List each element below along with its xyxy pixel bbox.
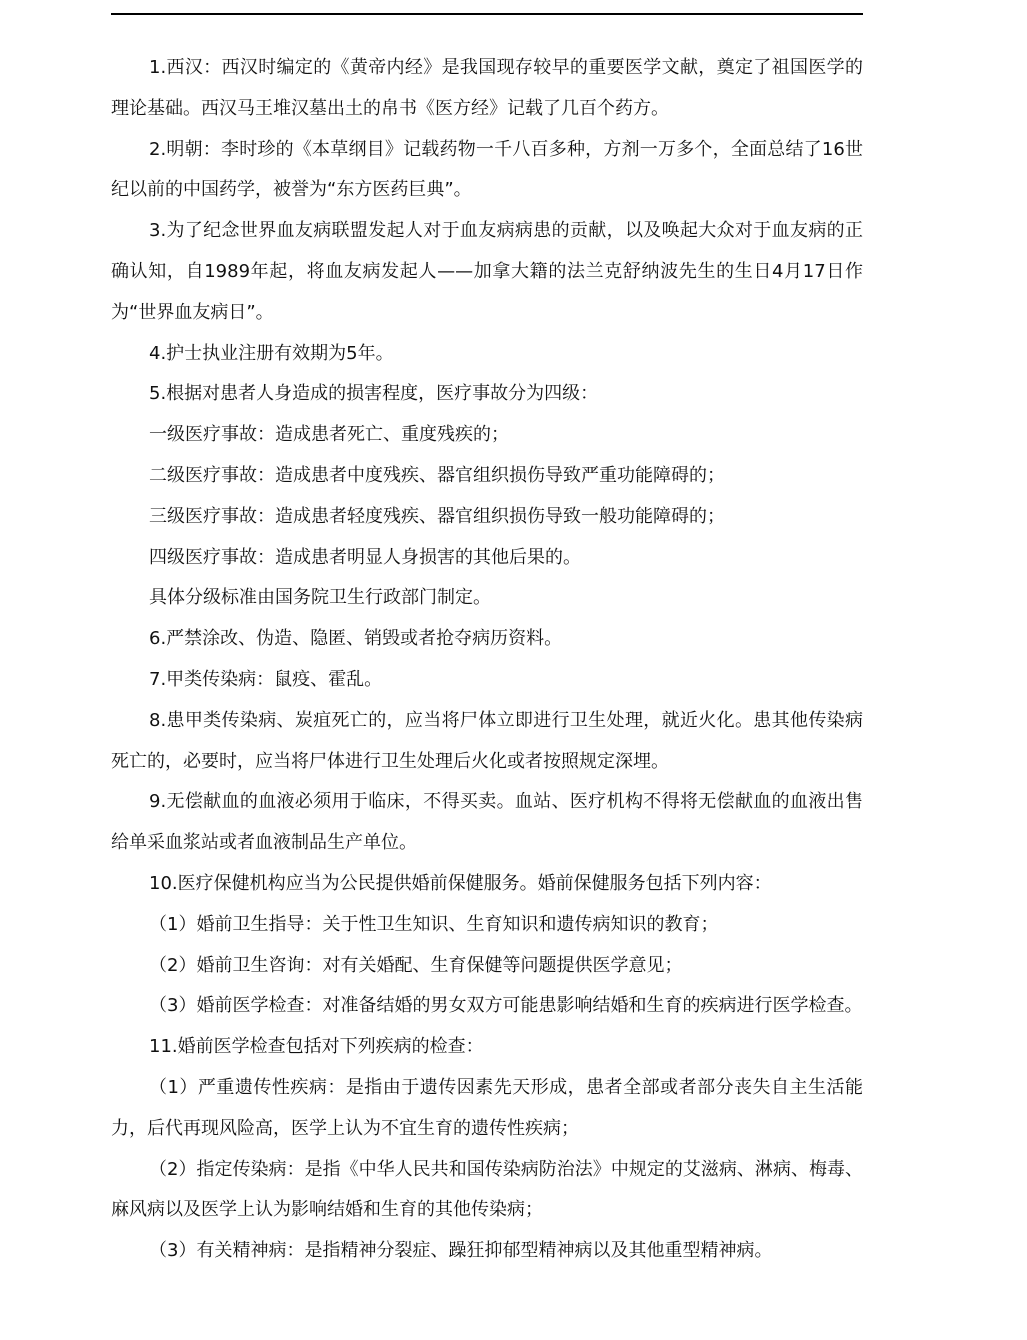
accident-level-1: 一级医疗事故：造成患者死亡、重度残疾的； — [149, 424, 509, 446]
premarital-item-1: （1）婚前卫生指导：关于性卫生知识、生育知识和遗传病知识的教育； — [149, 913, 719, 935]
paragraph-10: 10.医疗保健机构应当为公民提供婚前保健服务。婚前保健服务包括下列内容： — [149, 872, 772, 894]
premarital-item-2: （2）婚前卫生咨询：对有关婚配、生育保健等问题提供医学意见； — [149, 954, 683, 976]
document-body — [111, 48, 863, 1272]
accident-level-3: 三级医疗事故：造成患者轻度残疾、器官组织损伤导致一般功能障碍的； — [149, 505, 725, 527]
paragraph-11: 11.婚前医学检查包括对下列疾病的检查： — [149, 1036, 484, 1058]
accident-level-2: 二级医疗事故：造成患者中度残疾、器官组织损伤导致严重功能障碍的； — [149, 464, 725, 486]
exam-item-2: （2）指定传染病：是指《中华人民共和国传染病防治法》中规定的艾滋病、淋病、梅毒、麻风病以及医学上认为影响结婚和生育的其他传染病； — [111, 1158, 863, 1221]
accident-standard-note: 具体分级标准由国务院卫生行政部门制定。 — [149, 587, 491, 609]
exam-item-1: （1）严重遗传性疾病：是指由于遗传因素先天形成，患者全部或者部分丧失自主生活能力，后代再现风险高，医学上认为不宜生育的遗传性疾病； — [111, 1076, 863, 1139]
exam-item-3: （3）有关精神病：是指精神分裂症、躁狂抑郁型精神病以及其他重型精神病。 — [149, 1240, 773, 1262]
paragraph-3: 3.为了纪念世界血友病联盟发起人对于血友病病患的贡献，以及唤起大众对于血友病的正确认知，自1989年起，将血友病发起人——加拿大籍的法兰克舒纳波先生的生日4月17日作为“世界血友病日”。 — [111, 220, 863, 323]
paragraph-1: 1.西汉：西汉时编定的《黄帝内经》是我国现存较早的重要医学文献，奠定了祖国医学的理论基础。西汉马王堆汉墓出土的帛书《医方经》记载了几百个药方。 — [111, 57, 863, 119]
paragraph-9: 9.无偿献血的血液必须用于临床，不得买卖。血站、医疗机构不得将无偿献血的血液出售给单采血浆站或者血液制品生产单位。 — [111, 791, 863, 854]
paragraph-6: 6.严禁涂改、伪造、隐匿、销毁或者抢夺病历资料。 — [149, 628, 563, 650]
top-divider — [111, 13, 863, 15]
paragraph-2: 2.明朝：李时珍的《本草纲目》记载药物一千八百多种，方剂一万多个，全面总结了16世纪以前的中国药学，被誉为“东方医药巨典”。 — [111, 138, 863, 201]
paragraph-5: 5.根据对患者人身造成的损害程度，医疗事故分为四级： — [149, 383, 599, 405]
paragraph-8: 8.患甲类传染病、炭疽死亡的，应当将尸体立即进行卫生处理，就近火化。患其他传染病死亡的，必要时，应当将尸体进行卫生处理后火化或者按照规定深埋。 — [111, 709, 863, 772]
accident-level-4: 四级医疗事故：造成患者明显人身损害的其他后果的。 — [149, 546, 581, 568]
premarital-item-3: （3）婚前医学检查：对准备结婚的男女双方可能患影响结婚和生育的疾病进行医学检查。 — [149, 995, 863, 1017]
paragraph-4: 4.护士执业注册有效期为5年。 — [149, 342, 394, 364]
paragraph-7: 7.甲类传染病：鼠疫、霍乱。 — [149, 668, 383, 690]
